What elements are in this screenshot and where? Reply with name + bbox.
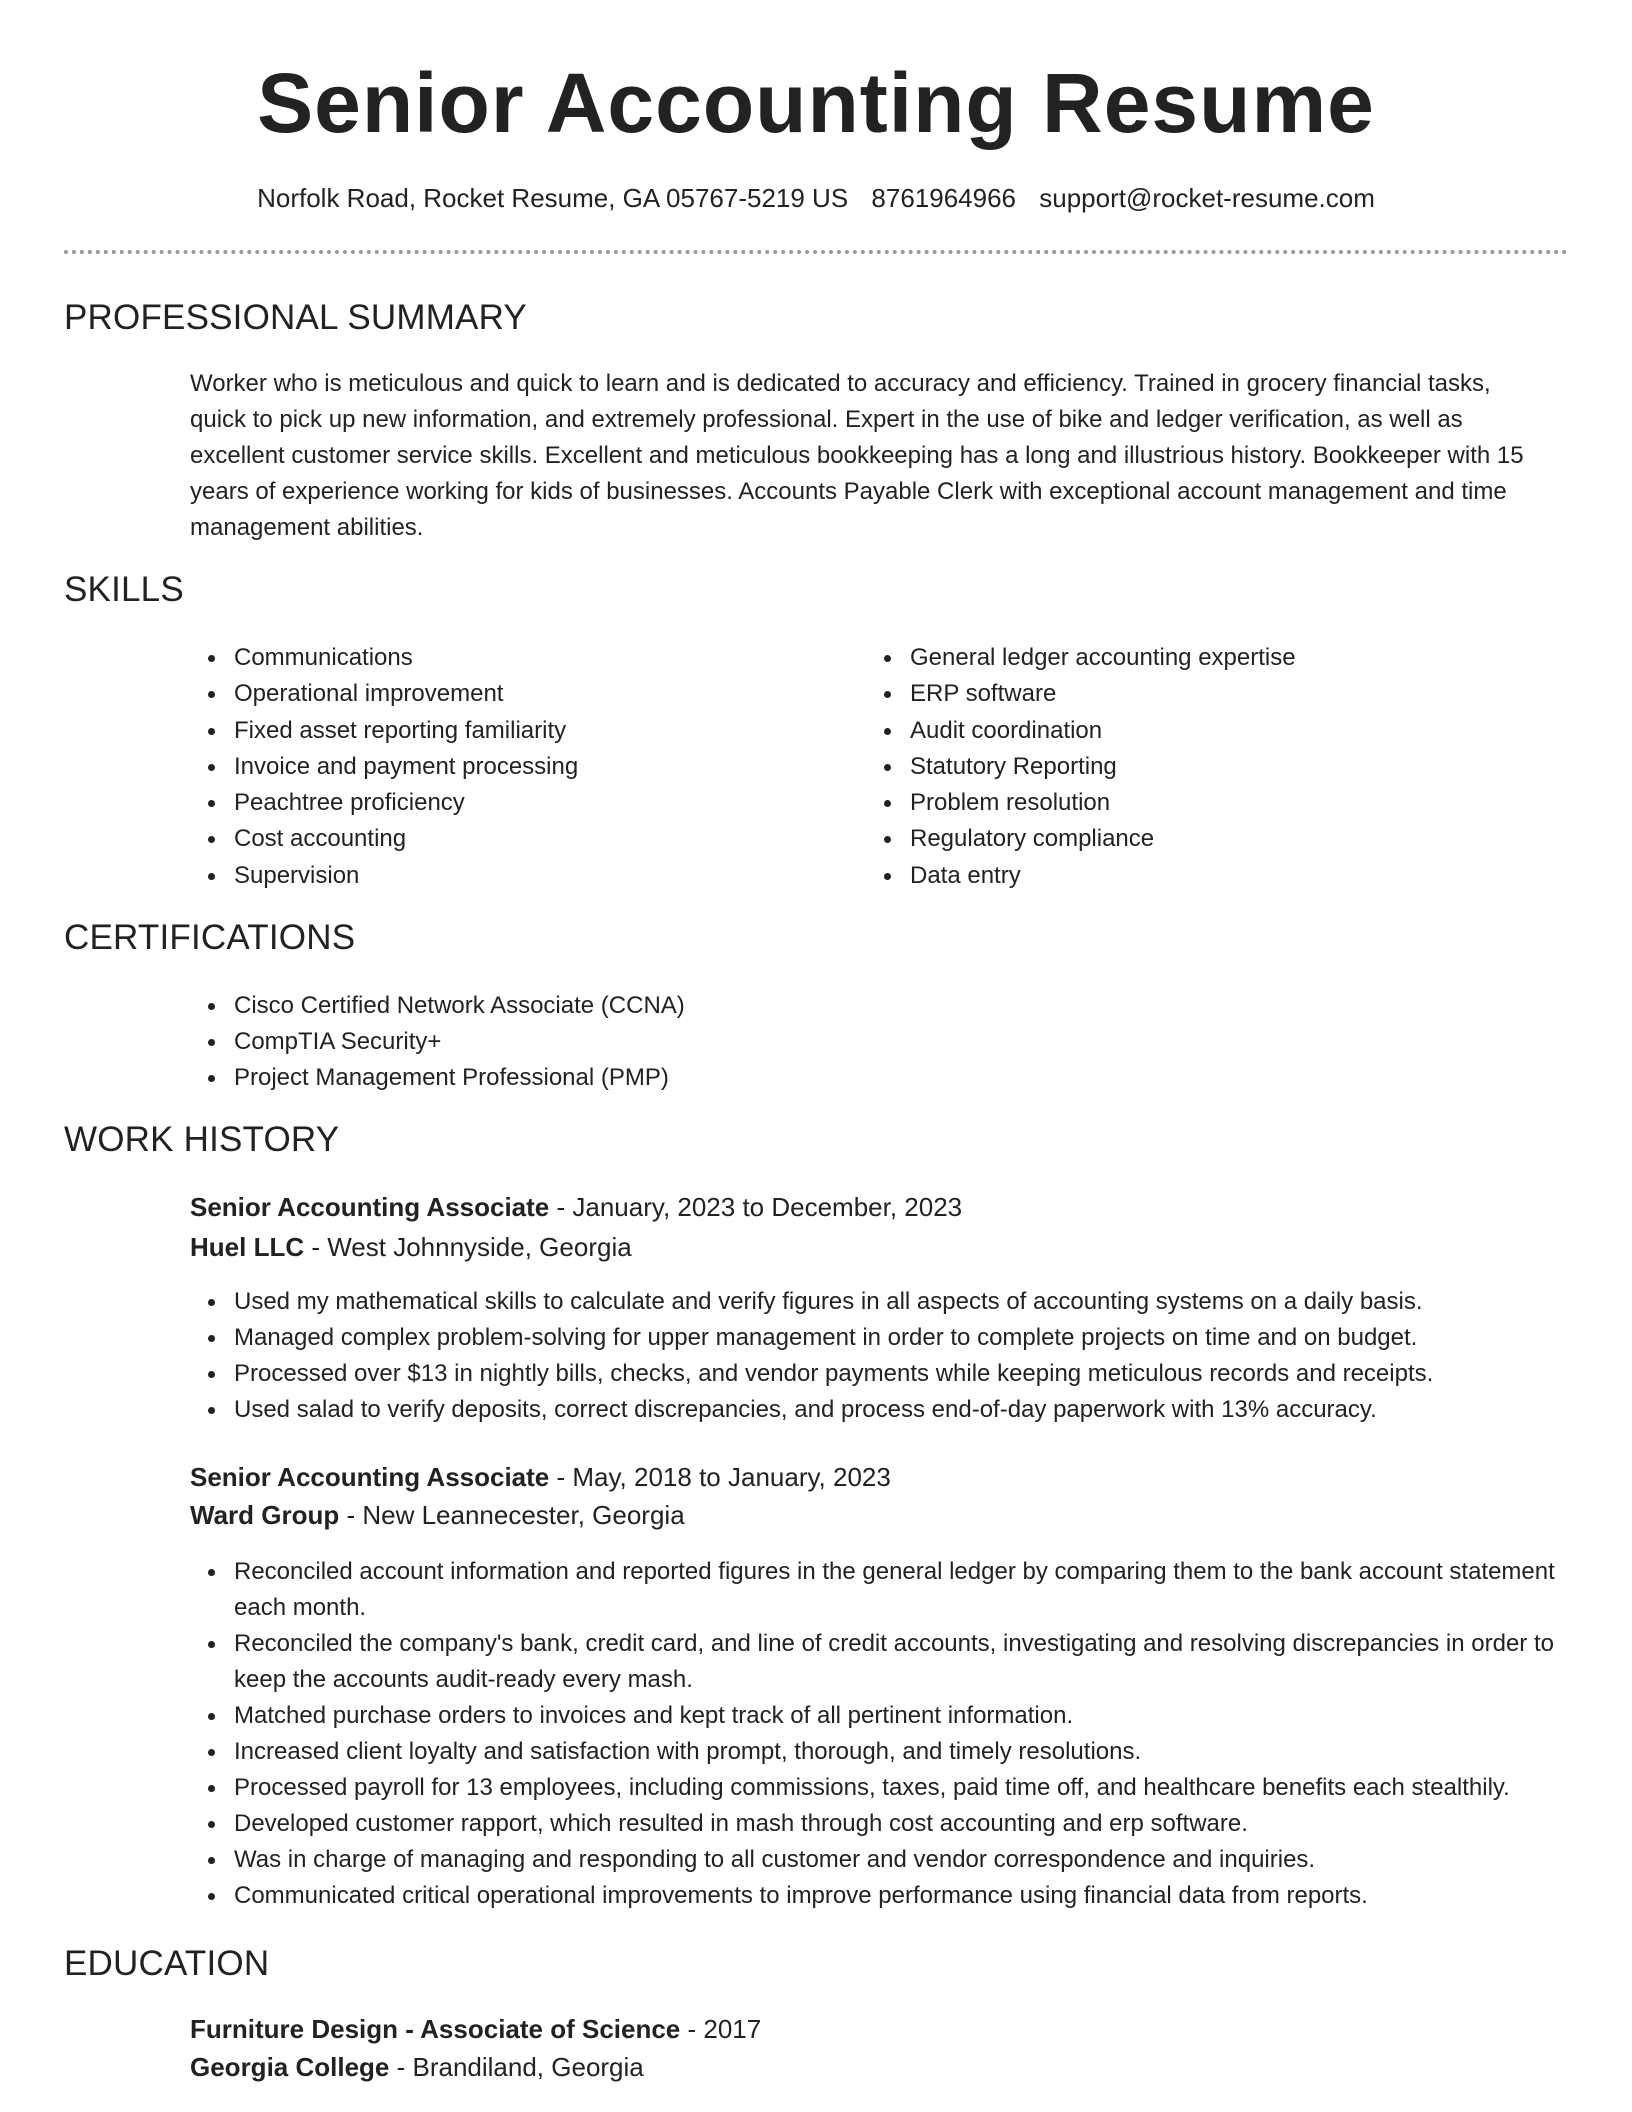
- job-title: Senior Accounting Associate: [190, 1192, 550, 1222]
- job-bullet: Communicated critical operational improvements to improve performance using financial data from reports.: [190, 1878, 1570, 1914]
- skills-list-left: [190, 640, 830, 894]
- job-dates: - May, 2018 to January, 2023: [549, 1462, 891, 1492]
- certification-item: Project Management Professional (PMP): [190, 1060, 990, 1096]
- job-bullet: Developed customer rapport, which resulted in mash through cost accounting and erp software.: [190, 1806, 1570, 1842]
- job-location: - West Johnnyside, Georgia: [304, 1232, 632, 1262]
- job-company-line: [190, 1230, 632, 1264]
- job-bullet: Reconciled the company's bank, credit card, and line of credit accounts, investigating and resolving discrepancies in order to keep the accounts audit-ready every mash.: [190, 1626, 1570, 1698]
- skill-item: Fixed asset reporting familiarity: [190, 713, 830, 749]
- skill-item: Supervision: [190, 858, 830, 894]
- skills-list-right: [866, 640, 1506, 894]
- certification-item: CompTIA Security+: [190, 1024, 990, 1060]
- education-school: Georgia College: [190, 2052, 390, 2082]
- contact-line: [0, 182, 1632, 214]
- contact-email: support@rocket-resume.com: [1039, 183, 1375, 213]
- resume-title: Senior Accounting Resume: [257, 56, 1375, 150]
- job-company-line: [190, 1498, 685, 1532]
- job-location: - New Leannecester, Georgia: [339, 1500, 685, 1530]
- job-bullet: Reconciled account information and reported figures in the general ledger by comparing them to the bank account statement each month.: [190, 1554, 1570, 1626]
- skill-item: ERP software: [866, 676, 1506, 712]
- summary-heading: PROFESSIONAL SUMMARY: [64, 298, 527, 337]
- job-bullets: [190, 1284, 1570, 1428]
- skill-item: Problem resolution: [866, 785, 1506, 821]
- skill-item: Peachtree proficiency: [190, 785, 830, 821]
- contact-address: Norfolk Road, Rocket Resume, GA 05767-5219 US: [257, 183, 849, 213]
- job-bullets: [190, 1554, 1570, 1914]
- skill-item: General ledger accounting expertise: [866, 640, 1506, 676]
- job-company: Ward Group: [190, 1500, 340, 1530]
- skill-item: Operational improvement: [190, 676, 830, 712]
- skills-heading: SKILLS: [64, 570, 184, 609]
- job-bullet: Used salad to verify deposits, correct discrepancies, and process end-of-day paperwork with 13% accuracy.: [190, 1392, 1570, 1428]
- certifications-heading: CERTIFICATIONS: [64, 918, 356, 957]
- contact-phone: 8761964966: [871, 183, 1017, 213]
- education-degree: Furniture Design - Associate of Science: [190, 2014, 681, 2044]
- job-bullet: Was in charge of managing and responding to all customer and vendor correspondence and inquiries.: [190, 1842, 1570, 1878]
- job-bullet: Matched purchase orders to invoices and kept track of all pertinent information.: [190, 1698, 1570, 1734]
- job-company: Huel LLC: [190, 1232, 305, 1262]
- skill-item: Regulatory compliance: [866, 821, 1506, 857]
- job-bullet: Increased client loyalty and satisfaction with prompt, thorough, and timely resolutions.: [190, 1734, 1570, 1770]
- job-bullet: Managed complex problem-solving for upper management in order to complete projects on time and on budget.: [190, 1320, 1570, 1356]
- skill-item: Statutory Reporting: [866, 749, 1506, 785]
- certification-item: Cisco Certified Network Associate (CCNA): [190, 988, 990, 1024]
- job-title-line: [190, 1460, 891, 1494]
- job-bullet: Used my mathematical skills to calculate and verify figures in all aspects of accounting systems on a daily basis.: [190, 1284, 1570, 1320]
- header-divider: [64, 250, 1568, 254]
- certifications-list: [190, 988, 990, 1096]
- job-title-line: [190, 1190, 962, 1224]
- skill-item: Communications: [190, 640, 830, 676]
- education-school-line: [190, 2050, 644, 2084]
- work-history-heading: WORK HISTORY: [64, 1120, 340, 1159]
- education-heading: EDUCATION: [64, 1944, 270, 1983]
- skill-item: Audit coordination: [866, 713, 1506, 749]
- skill-item: Cost accounting: [190, 821, 830, 857]
- education-location: - Brandiland, Georgia: [389, 2052, 644, 2082]
- job-bullet: Processed over $13 in nightly bills, checks, and vendor payments while keeping meticulous records and receipts.: [190, 1356, 1570, 1392]
- education-degree-line: [190, 2012, 761, 2046]
- skill-item: Data entry: [866, 858, 1506, 894]
- job-bullet: Processed payroll for 13 employees, including commissions, taxes, paid time off, and healthcare benefits each stealthily.: [190, 1770, 1570, 1806]
- skill-item: Invoice and payment processing: [190, 749, 830, 785]
- summary-text: Worker who is meticulous and quick to learn and is dedicated to accuracy and efficiency. Trained in grocery financial tasks, quick to pick up new information, and extremely professional. Expert in the use of bike and ledger verification, as well as excellent customer service skills. Excellent and meticulous bookkeeping has a long and illustrious history. Bookkeeper with 15 years of experience working for kids of businesses. Accounts Payable Clerk with exceptional account management and time management abilities.: [190, 370, 1524, 541]
- job-dates: - January, 2023 to December, 2023: [549, 1192, 963, 1222]
- job-title: Senior Accounting Associate: [190, 1462, 550, 1492]
- education-year: - 2017: [680, 2014, 762, 2044]
